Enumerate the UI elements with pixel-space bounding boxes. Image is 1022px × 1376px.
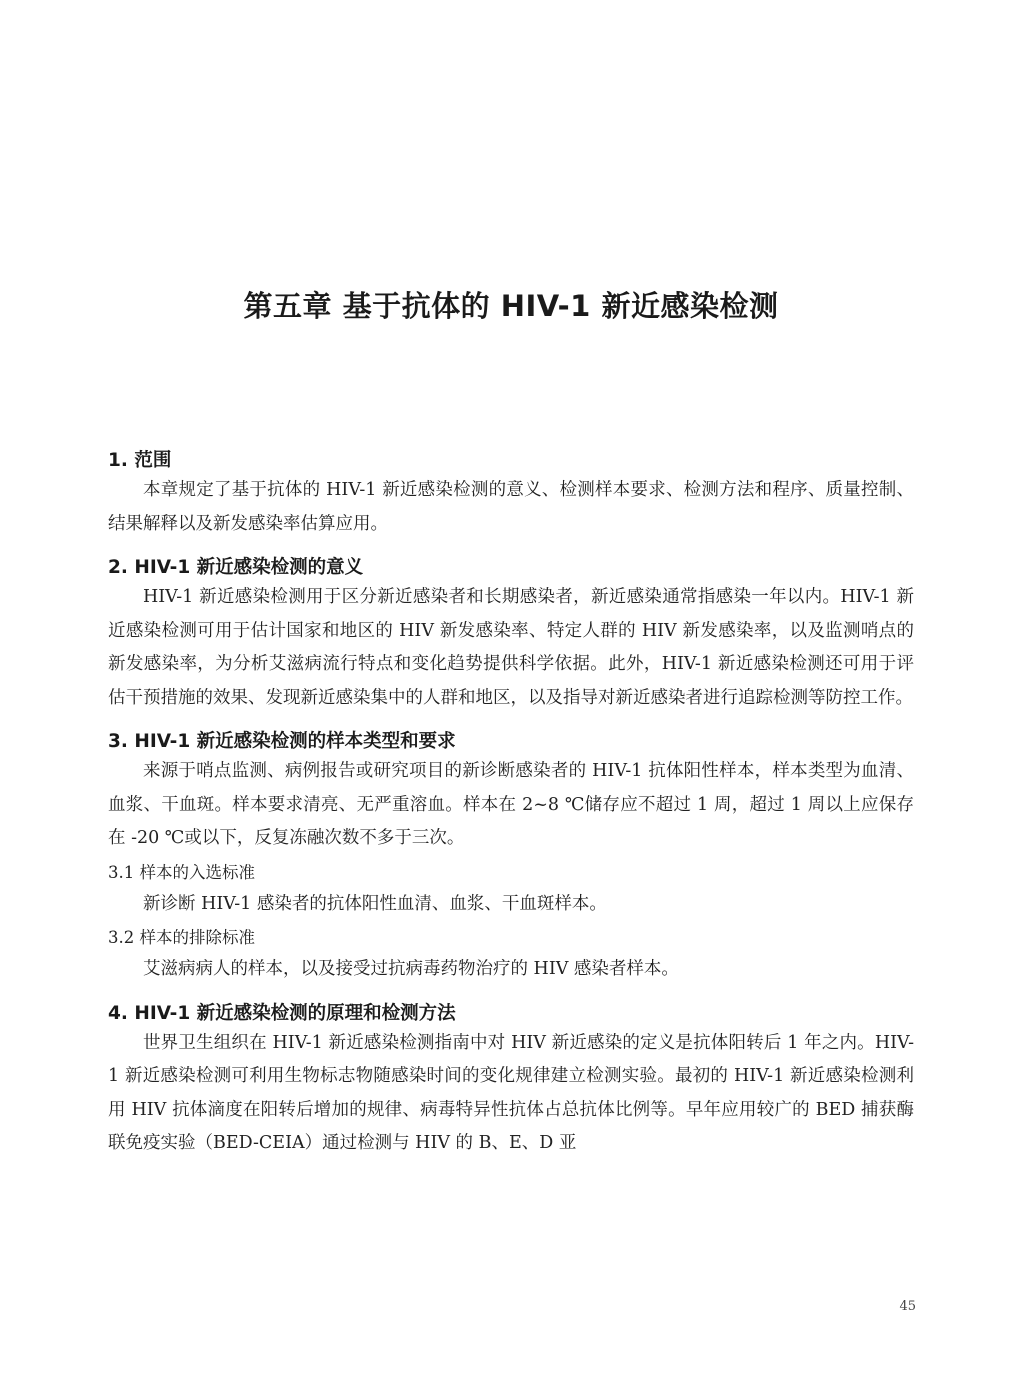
- section-heading-sample-types: 3. HIV-1 新近感染检测的样本类型和要求: [108, 731, 456, 752]
- page-content: [108, 444, 914, 1161]
- section-paragraph-principles: 世界卫生组织在 HIV-1 新近感染检测指南中对 HIV 新近感染的定义是抗体阳转后 1 年之内。HIV-1 新近感染检测可利用生物标志物随感染时间的变化规律建立检测实验。最初的 HIV-1 新近感染检测利用 HIV 抗体滴度在阳转后增加的规律、病毒特异性抗体占总抗体比例等。早年应用较广的 BED 捕获酶联免疫实验（BED-CEIA）通过检测与 HIV 的 B、E、D 亚: [108, 1032, 914, 1153]
- section-paragraph-sample-types: 来源于哨点监测、病例报告或研究项目的新诊断感染者的 HIV-1 抗体阳性样本，样本类型为血清、血浆、干血斑。样本要求清亮、无严重溶血。样本在 2~8 ℃储存应不超过 1 周，超过 1 周以上应保存在 -20 ℃或以下，反复冻融次数不多于三次。: [108, 761, 914, 848]
- section-heading-principles: 4. HIV-1 新近感染检测的原理和检测方法: [108, 1002, 456, 1024]
- subsection-heading-exclusion: 3.2 样本的排除标准: [108, 928, 255, 947]
- section-heading-scope: 1. 范围: [108, 450, 172, 471]
- section-heading-significance: 2. HIV-1 新近感染检测的意义: [108, 557, 364, 578]
- chapter-title: 第五章 基于抗体的 HIV-1 新近感染检测: [243, 289, 779, 323]
- subsection-heading-inclusion: 3.1 样本的入选标准: [108, 862, 255, 882]
- page-number: 45: [899, 1299, 916, 1314]
- subsection-paragraph-inclusion: 新诊断 HIV-1 感染者的抗体阳性血清、血浆、干血斑样本。: [143, 893, 607, 914]
- section-paragraph-significance: HIV-1 新近感染检测用于区分新近感染者和长期感染者，新近感染通常指感染一年以内。HIV-1 新近感染检测可用于估计国家和地区的 HIV 新发感染率、特定人群的 HIV 新发感染率，以及监测哨点的新发感染率，为分析艾滋病流行特点和变化趋势提供科学依据。此外，HIV-1 新近感染检测还可用于评估干预措施的效果、发现新近感染集中的人群和地区，以及指导对新近感染者进行追踪检测等防控工作。: [108, 587, 914, 708]
- section-paragraph-scope: 本章规定了基于抗体的 HIV-1 新近感染检测的意义、检测样本要求、检测方法和程序、质量控制、结果解释以及新发感染率估算应用。: [108, 480, 914, 534]
- subsection-paragraph-exclusion: 艾滋病病人的样本，以及接受过抗病毒药物治疗的 HIV 感染者样本。: [143, 959, 679, 979]
